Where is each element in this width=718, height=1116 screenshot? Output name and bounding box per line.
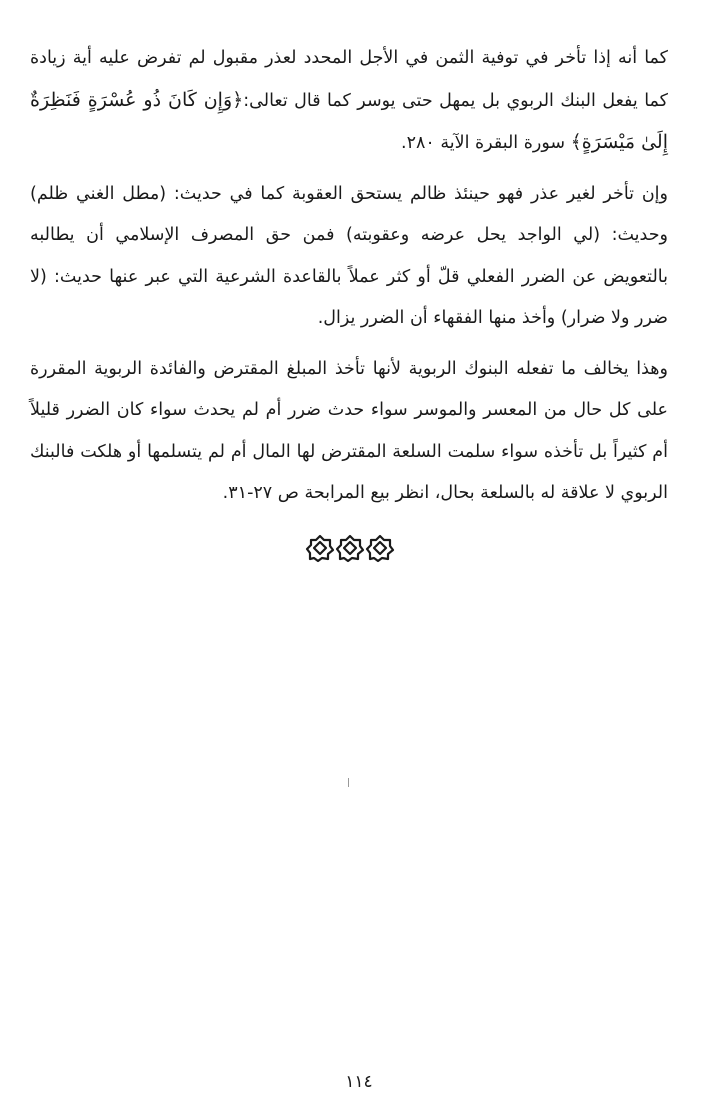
paragraph-1 bbox=[30, 38, 668, 165]
paragraph-3: وهذا يخالف ما تفعله البنوك الربوية لأنها تأخذ المبلغ المقترض والفائدة الربوية المقررة على كل حال من المعسر والموسر سواء حدث ضرر أم لم يحدث سواء كان الضرر قليلاً أم كثيراً بل تأخذه سواء سلمت السلعة المقترض لها المال أم لم يتسلمها أو هلكت فالبنك الربوي لا علاقة له بالسلعة بحال، انظر بيع المرابحة ص ٢٧-٣١. bbox=[30, 358, 668, 503]
stray-mark bbox=[348, 778, 349, 787]
page-number: ١١٤ bbox=[345, 1072, 373, 1092]
decorative-ornament-icon bbox=[305, 528, 395, 568]
paragraph-2: وإن تأخر لغير عذر فهو حينئذ ظالم يستحق العقوبة كما في حديث: (مطل الغني ظلم) وحديث: (لي الواجد يحل عرضه وعقوبته) فمن حق المصرف الإسلامي أن يطالبه بالتعويض عن الضرر الفعلي قلّ أو كثر عملاً بالقاعدة الشرعية التي عبر عنها حديث: (لا ضرر ولا ضرار) وأخذ منها الفقهاء أن الضرر يزال. bbox=[30, 183, 668, 328]
paragraph-1-text: كما أنه إذا تأخر في توفية الثمن في الأجل المحدد لعذر مقبول لم تفرض عليه أية زيادة كما يفعل البنك الربوي بل يمهل حتى يوسر كما قال تعالى: bbox=[30, 48, 668, 111]
body-text bbox=[30, 38, 668, 524]
surah-reference: سورة البقرة الآية ٢٨٠. bbox=[401, 133, 571, 153]
quran-verse: ﴿وَإِن كَانَ ذُو عُسْرَةٍ فَنَظِرَةٌ إِلَىٰ مَيْسَرَةٍ﴾ bbox=[30, 88, 668, 153]
